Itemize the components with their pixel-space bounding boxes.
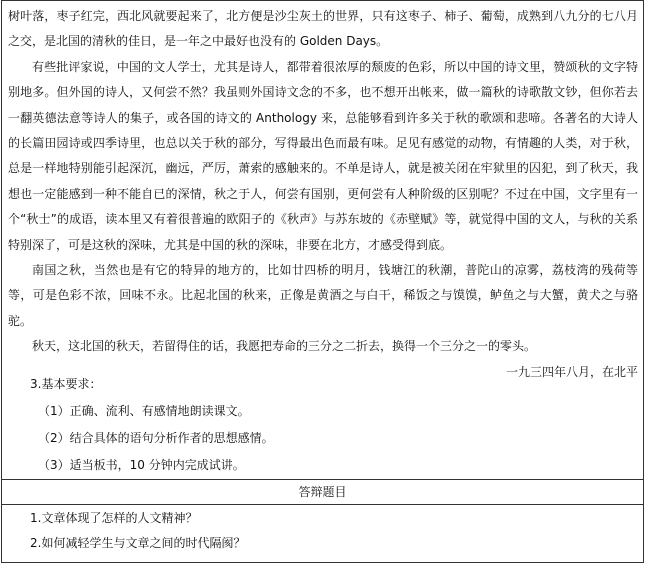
defense-section-title: 答辩题目 bbox=[298, 485, 347, 499]
defense-question-1: 1.文章体现了怎样的人文精神？ bbox=[30, 511, 198, 525]
passage-paragraph-1: 树叶落，枣子红完，西北风就要起来了，北方便是沙尘灰土的世界，只有这枣子、柿子、葡萄，成熟到八九分的七八月之交，是北国的清秋的佳日，是一年之中最好也没有的 Golden Days。 bbox=[8, 9, 638, 49]
passage-text bbox=[8, 4, 638, 385]
requirements-heading: 3.基本要求： bbox=[30, 377, 102, 391]
requirement-item-2: （2）结合具体的语句分析作者的思想感情。 bbox=[38, 431, 274, 445]
requirement-item-1: （1）正确、流利、有感情地朗读课文。 bbox=[38, 404, 250, 418]
divider-middle bbox=[2, 504, 643, 505]
passage-paragraph-2: 有些批评家说，中国的文人学士，尤其是诗人，都带着很浓厚的颓废的色彩，所以中国的诗文里，赞颂秋的文字特别地多。但外国的诗人，又何尝不然？我虽则外国诗文念的不多，也不想开出帐来，做一篇秋的诗歌散文钞，但你若去一翻英德法意等诗人的集子，或各国的诗文的 Anthology 来，总能够看到许多关于秋的歌颂和悲啼。各著名的大诗人的长篇田园诗或四季诗里，也总以关于秋的部分，写得最出色而最有味。足见有感觉的动物，有情趣的人类，对于秋，总是一样地特别能引起深沉，幽远，严厉，萧索的感触来的。不单是诗人，就是被关闭在牢狱里的囚犯，到了秋天，我想也一定能感到一种不能自已的深情，秋之于人，何尝有国别，更何尝有人种阶级的区别呢？不过在中国，文字里有一个“秋士”的成语，读本里又有着很普遍的欧阳子的《秋声》与苏东坡的《赤壁赋》等，就觉得中国的文人，与秋的关系特别深了，可是这秋的深味，尤其是中国的秋的深味，非要在北方，才感受得到底。 bbox=[8, 59, 638, 252]
exam-sheet bbox=[1, 0, 644, 563]
defense-question-2: 2.如何减轻学生与文章之间的时代隔阂？ bbox=[30, 536, 246, 550]
requirement-item-3: （3）适当板书，10 分钟内完成试讲。 bbox=[38, 458, 245, 472]
passage-paragraph-3: 南国之秋，当然也是有它的特异的地方的，比如廿四桥的明月，钱塘江的秋潮，普陀山的凉雾，荔枝湾的残荷等等，可是色彩不浓，回味不永。比起北国的秋来，正像是黄酒之与白干，稀饭之与馍馍，鲈鱼之与大蟹，黄犬之与骆驼。 bbox=[8, 263, 638, 328]
divider-top bbox=[2, 479, 643, 480]
passage-date-line: 一九三四年八月，在北平 bbox=[505, 364, 638, 379]
passage-paragraph-4: 秋天，这北国的秋天，若留得住的话，我愿把寿命的三分之二折去，换得一个三分之一的零头。 bbox=[32, 339, 537, 354]
